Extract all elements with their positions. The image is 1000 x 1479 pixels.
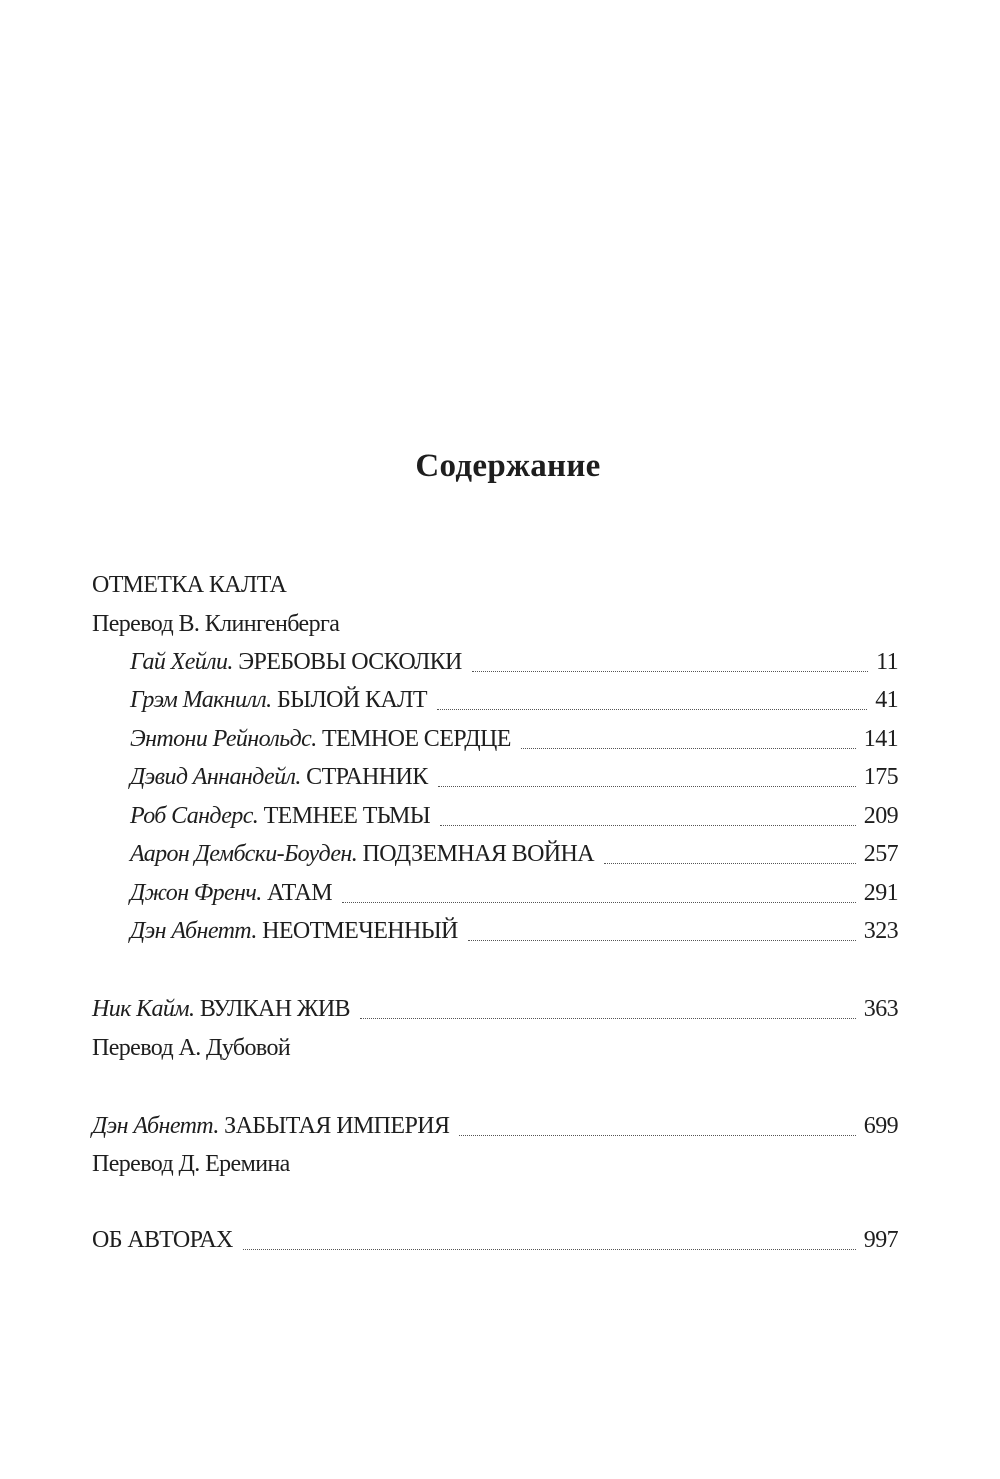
entry-author: Грэм Макнилл. xyxy=(130,687,272,713)
entry-page: 363 xyxy=(863,996,898,1022)
toc-entry[interactable] xyxy=(92,1227,898,1257)
dot-leader xyxy=(521,748,856,749)
section-heading: ОТМЕТКА КАЛТА xyxy=(92,572,287,598)
entry-title: АТАМ xyxy=(267,880,332,906)
entry-author: Гай Хейли. xyxy=(130,649,233,675)
toc-entry[interactable] xyxy=(130,764,898,794)
entry-page: 175 xyxy=(863,764,898,790)
dot-leader xyxy=(472,671,868,672)
toc-entry[interactable] xyxy=(130,649,898,679)
translator-note: Перевод Д. Еремина xyxy=(92,1151,290,1177)
entry-title: ТЕМНЕЕ ТЬМЫ xyxy=(263,803,431,829)
toc-entry[interactable] xyxy=(130,687,898,717)
entry-page: 11 xyxy=(876,649,898,675)
entry-author: Дэн Абнетт. xyxy=(130,918,257,944)
entry-title: ТЕМНОЕ СЕРДЦЕ xyxy=(322,726,511,752)
toc-entry[interactable] xyxy=(92,996,898,1026)
toc-entry[interactable] xyxy=(130,726,898,756)
dot-leader xyxy=(360,1018,856,1019)
toc-entry[interactable] xyxy=(130,841,898,871)
toc-entry[interactable] xyxy=(130,880,898,910)
entry-page: 291 xyxy=(863,880,898,906)
entry-author: Роб Сандерс. xyxy=(130,803,259,829)
entry-author: Аарон Дембски-Боуден. xyxy=(130,841,358,867)
dot-leader xyxy=(440,825,856,826)
entry-title: БЫЛОЙ КАЛТ xyxy=(276,687,427,713)
entry-author: Дэвид Аннандейл. xyxy=(130,764,301,790)
page-title: Содержание xyxy=(415,448,601,484)
entry-title: ЗАБЫТАЯ ИМПЕРИЯ xyxy=(224,1113,450,1139)
entry-title: ОБ АВТОРАХ xyxy=(92,1227,233,1253)
translator-note: Перевод А. Дубовой xyxy=(92,1035,291,1061)
entry-author: Джон Френч. xyxy=(130,880,262,906)
entry-author: Дэн Абнетт. xyxy=(92,1113,219,1139)
toc-entry[interactable] xyxy=(92,1113,898,1143)
entry-page: 997 xyxy=(863,1227,898,1253)
entry-title: СТРАННИК xyxy=(306,764,428,790)
entry-page: 141 xyxy=(863,726,898,752)
entry-author: Энтони Рейнольдс. xyxy=(130,726,317,752)
toc-entry[interactable] xyxy=(130,918,898,948)
dot-leader xyxy=(438,786,856,787)
entry-author: Ник Кайм. xyxy=(92,996,195,1022)
dot-leader xyxy=(459,1135,855,1136)
dot-leader xyxy=(437,709,867,710)
entry-page: 699 xyxy=(863,1113,898,1139)
entry-page: 41 xyxy=(875,687,898,713)
entry-title: ЭРЕБОВЫ ОСКОЛКИ xyxy=(238,649,462,675)
dot-leader xyxy=(468,940,856,941)
entry-title: ПОДЗЕМНАЯ ВОЙНА xyxy=(362,841,595,867)
entry-title: НЕОТМЕЧЕННЫЙ xyxy=(262,918,458,944)
dot-leader xyxy=(342,902,856,903)
entry-page: 323 xyxy=(863,918,898,944)
translator-note: Перевод В. Клингенберга xyxy=(92,611,340,637)
dot-leader xyxy=(604,863,856,864)
toc-entry[interactable] xyxy=(130,803,898,833)
entry-title: ВУЛКАН ЖИВ xyxy=(199,996,350,1022)
entry-page: 257 xyxy=(863,841,898,867)
entry-page: 209 xyxy=(863,803,898,829)
dot-leader xyxy=(243,1249,856,1250)
